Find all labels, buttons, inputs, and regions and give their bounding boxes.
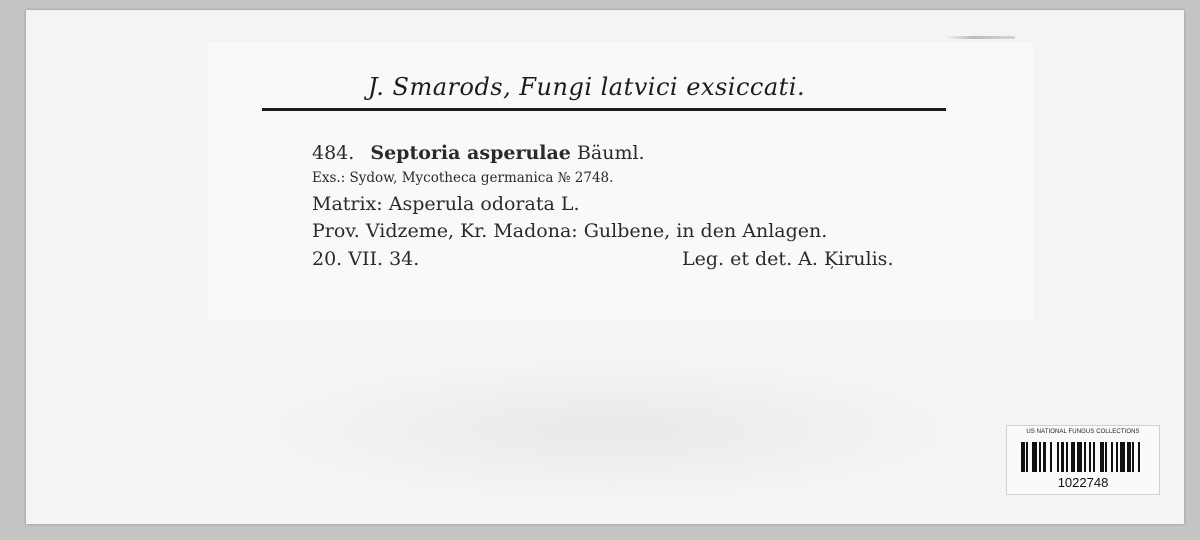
matrix-line: Matrix: Asperula odorata L.	[312, 193, 580, 215]
sheet-stain	[260, 360, 960, 500]
barcode-icon	[1021, 442, 1145, 472]
specimen-title-line	[312, 142, 645, 164]
specimen-name: Septoria asperulae	[370, 142, 571, 164]
collection-date: 20. VII. 34.	[312, 248, 420, 270]
barcode-number: 1022748	[1057, 475, 1109, 490]
exsiccata-line: Exs.: Sydow, Mycotheca germanica № 2748.	[312, 170, 614, 186]
pencil-mark	[945, 36, 1015, 39]
specimen-author: Bäuml.	[576, 142, 645, 164]
barcode-title: US NATIONAL FUNGUS COLLECTIONS	[1026, 429, 1140, 435]
label-header-title: J. Smarods, Fungi latvici exsiccati.	[368, 73, 806, 101]
specimen-number: 484.	[312, 142, 355, 164]
collector-line: Leg. et det. A. Ķirulis.	[682, 248, 894, 270]
locality-line: Prov. Vidzeme, Kr. Madona: Gulbene, in den Anlagen.	[312, 220, 828, 242]
header-divider	[262, 108, 946, 111]
barcode-label	[1006, 425, 1160, 495]
